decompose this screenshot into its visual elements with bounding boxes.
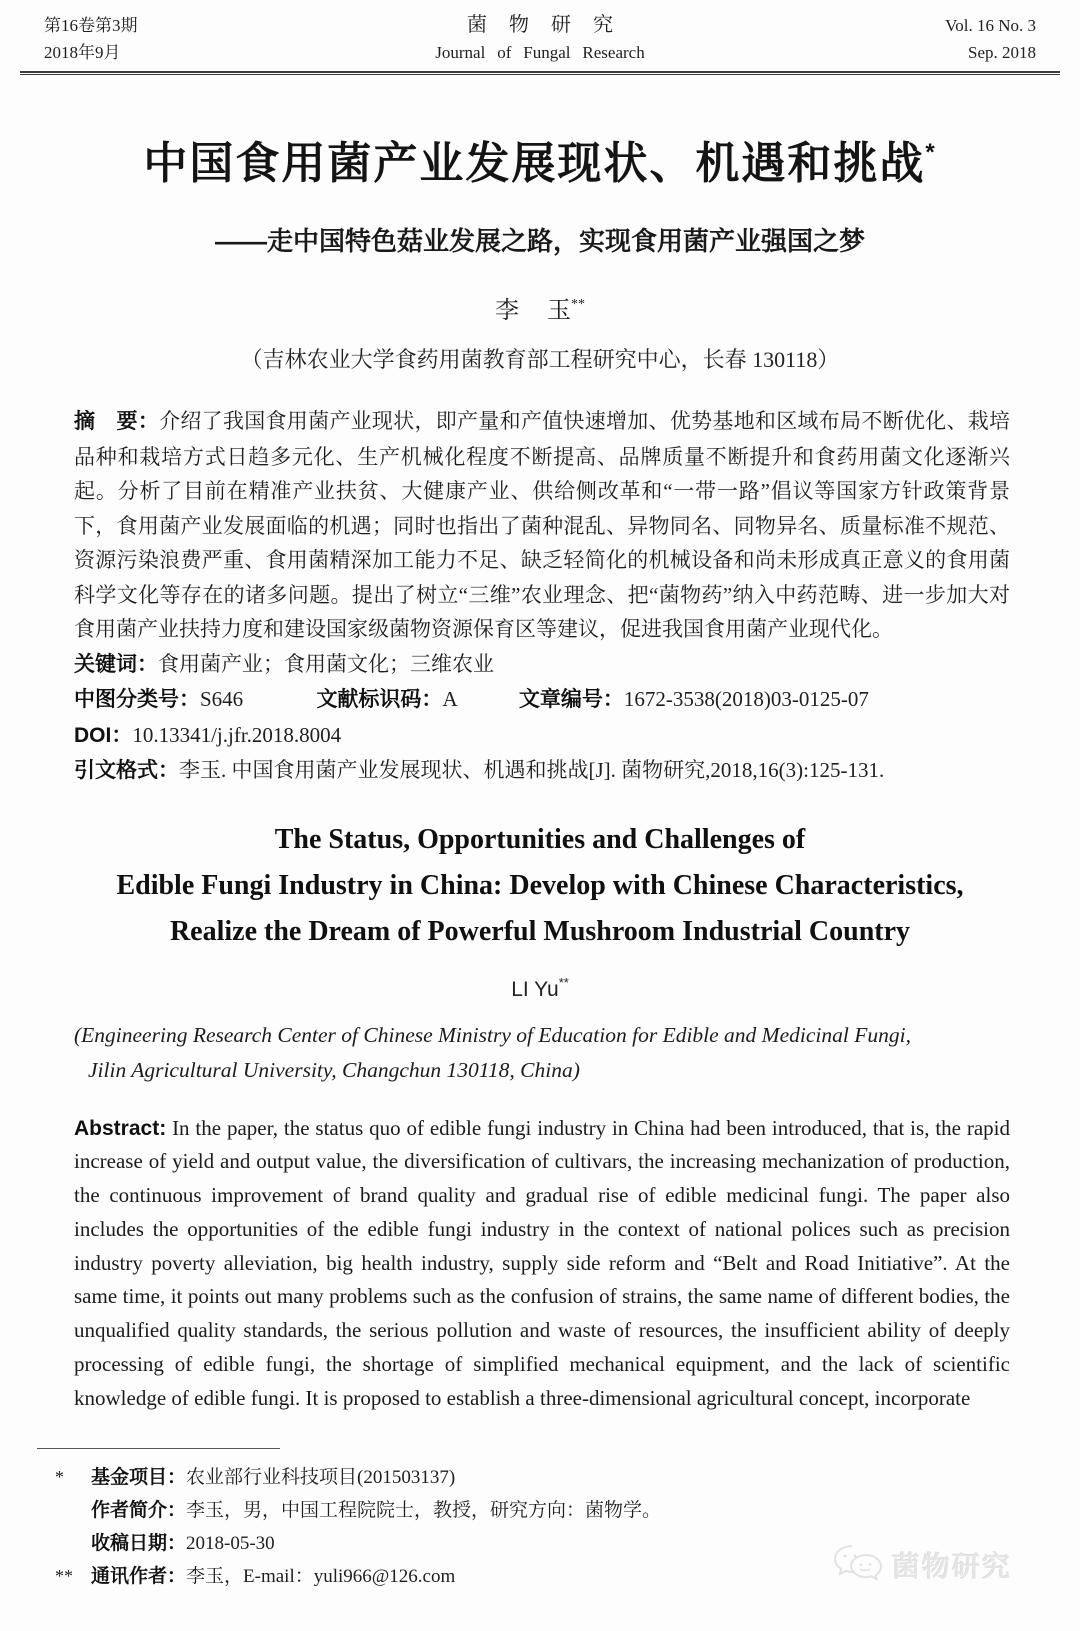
- abstract-zh-label: 摘 要：: [74, 410, 160, 433]
- footnote-bio-body: [91, 1494, 1010, 1527]
- footnote-bio: [55, 1494, 1010, 1527]
- watermark-text: 菌物研究: [891, 1550, 1012, 1582]
- document-code: [316, 682, 457, 718]
- affiliation-en-line2: Jilin Agricultural University, Changchun 130118, China): [88, 1057, 580, 1082]
- author-en-corresponding-mark: **: [558, 974, 569, 990]
- abstract-en-text: In the paper, the status quo of edible fungi industry in China had been introduced, that is, the rapid increase of yield and output value, the diversification of cultivars, the increasing mechanization of production, the continuous improvement of brand quality and gradual rise of edible medicinal fungi. The paper also includes the opportunities of the edible fungi industry in the context of national polices such as precision industry poverty alleviation, big health industry, supply side reform and “Belt and Road Initiative”. At the same time, it points out many problems such as the confusion of strains, the same name of different bodies, the unqualified quality standards, the serious pollution and waste of resources, the insufficient ability of deeply processing of edible fungi, the shortage of simplified mechanical equipment, and the lack of scientific knowledge of edible fungi. It is proposed to establish a three-dimensional agricultural concept, incorporate: [74, 1115, 1010, 1410]
- journal-header: [0, 0, 1080, 66]
- doi-value: 10.13341/j.jfr.2018.8004: [132, 722, 342, 747]
- header-volume-info-en: [816, 12, 1036, 66]
- keywords-zh: [74, 647, 1010, 683]
- clc-value: S646: [200, 687, 244, 711]
- author-en: [0, 975, 1080, 1002]
- keywords-zh-label: 关键词：: [74, 652, 158, 676]
- footnote-fund-body: [91, 1461, 1010, 1494]
- fund-label: 基金项目：: [91, 1467, 187, 1488]
- article-id-label: 文章编号：: [518, 688, 624, 711]
- doi-label: DOI：: [74, 723, 133, 747]
- author-corresponding-mark: **: [571, 297, 585, 312]
- footnote-rule: [37, 1448, 280, 1449]
- article-title-en-line2: Edible Fungi Industry in China: Develop with Chinese Characteristics,: [116, 869, 964, 901]
- header-volume-issue: 第16卷第3期: [44, 16, 138, 35]
- header-date-zh: 2018年9月: [44, 43, 121, 62]
- doc-code-label: 文献标识码：: [316, 688, 443, 711]
- citation-line: [74, 753, 1010, 789]
- footnote-fund-mark: *: [55, 1467, 64, 1487]
- header-journal-name: [264, 12, 816, 66]
- author-zh-surname: 李: [495, 298, 519, 324]
- article-id: [519, 682, 869, 718]
- author-zh-givenname: 玉: [547, 298, 571, 324]
- footnote-corr-mark: **: [55, 1566, 73, 1586]
- chinese-meta-block: [74, 404, 1010, 789]
- footnote-fund: [55, 1461, 1010, 1494]
- citation-value: 李玉. 中国食用菌产业发展现状、机遇和挑战[J]. 菌物研究,2018,16(3):125-131.: [179, 758, 885, 782]
- date-text: 2018-05-30: [186, 1533, 275, 1554]
- date-label: 收稿日期：: [91, 1533, 187, 1554]
- affiliation-en: [74, 1018, 1010, 1088]
- corr-text: 李玉，E-mail：yuli966@126.com: [186, 1566, 456, 1587]
- doi-line: [74, 718, 1010, 754]
- author-zh: [0, 290, 1080, 325]
- journal-watermark: [832, 1543, 1012, 1586]
- affiliation-zh: （吉林农业大学食药用菌教育部工程研究中心，长春 130118）: [240, 347, 840, 372]
- doc-code-value: A: [442, 687, 458, 711]
- article-title-en-line1: The Status, Opportunities and Challenges of: [274, 823, 806, 855]
- author-en-name: LI Yu: [511, 977, 559, 1001]
- fund-text: 农业部行业科技项目(201503137): [186, 1467, 456, 1488]
- bio-label: 作者简介：: [91, 1500, 187, 1521]
- corr-label: 通讯作者：: [91, 1566, 187, 1587]
- abstract-en-label: Abstract:: [74, 1116, 167, 1140]
- article-title-zh: [0, 127, 1080, 191]
- header-double-rule: [20, 71, 1060, 75]
- header-date-en: Sep. 2018: [968, 43, 1036, 62]
- abstract-zh-text: 介绍了我国食用菌产业现状，即产量和产值快速增加、优势基地和区域布局不断优化、栽培品种和栽培方式日趋多元化、生产机械化程度不断提高、品牌质量不断提升和食药用菌文化逐渐兴起。分析了目前在精准产业扶贫、大健康产业、供给侧改革和“一带一路”倡议等国家方针政策背景下，食用菌产业发展面临的机遇；同时也指出了菌种混乱、异物同名、同物异名、质量标准不规范、资源污染浪费严重、食用菌精深加工能力不足、缺乏轻简化的机械设备和尚未形成真正意义的食用菌科学文化等存在的诸多问题。提出了树立“三维”农业理念、把“菌物药”纳入中药范畴、进一步加大对食用菌产业扶持力度和建设国家级菌物资源保育区等建议，促进我国食用菌产业现代化。: [74, 409, 1011, 641]
- affiliation-en-line1: (Engineering Research Center of Chinese Ministry of Education for Edible and Medicinal Fungi,: [74, 1022, 911, 1047]
- abstract-zh: [74, 404, 1010, 647]
- footnote-bio-mark: [55, 1494, 91, 1527]
- keywords-zh-text: 食用菌产业；食用菌文化；三维农业: [158, 651, 494, 676]
- title-footnote-mark: *: [925, 139, 937, 166]
- abstract-en: [74, 1112, 1010, 1416]
- header-vol-no: Vol. 16 No. 3: [945, 16, 1036, 35]
- article-subtitle-zh: ——走中国特色菇业发展之路，实现食用菌产业强国之梦: [214, 226, 865, 256]
- wechat-chat-bubbles-icon: [832, 1543, 884, 1586]
- article-title-en-line3: Realize the Dream of Powerful Mushroom Industrial Country: [169, 915, 911, 947]
- article-title-zh-text: 中国食用菌产业发展现状、机遇和挑战: [143, 139, 926, 188]
- classification-line: [74, 682, 1010, 718]
- header-issue-info: [44, 12, 264, 66]
- clc-number: [74, 682, 243, 718]
- journal-name-zh: 菌物研究: [467, 14, 635, 36]
- citation-label: 引文格式：: [74, 759, 179, 782]
- article-id-value: 1672-3538(2018)03-0125-07: [623, 687, 869, 711]
- bio-text: 李玉，男，中国工程院院士，教授，研究方向：菌物学。: [186, 1500, 662, 1521]
- article-title-en: [0, 817, 1080, 955]
- journal-name-en: Journal of Fungal Research: [435, 43, 645, 62]
- footnote-date-mark: [55, 1527, 91, 1560]
- clc-label: 中图分类号：: [74, 688, 200, 711]
